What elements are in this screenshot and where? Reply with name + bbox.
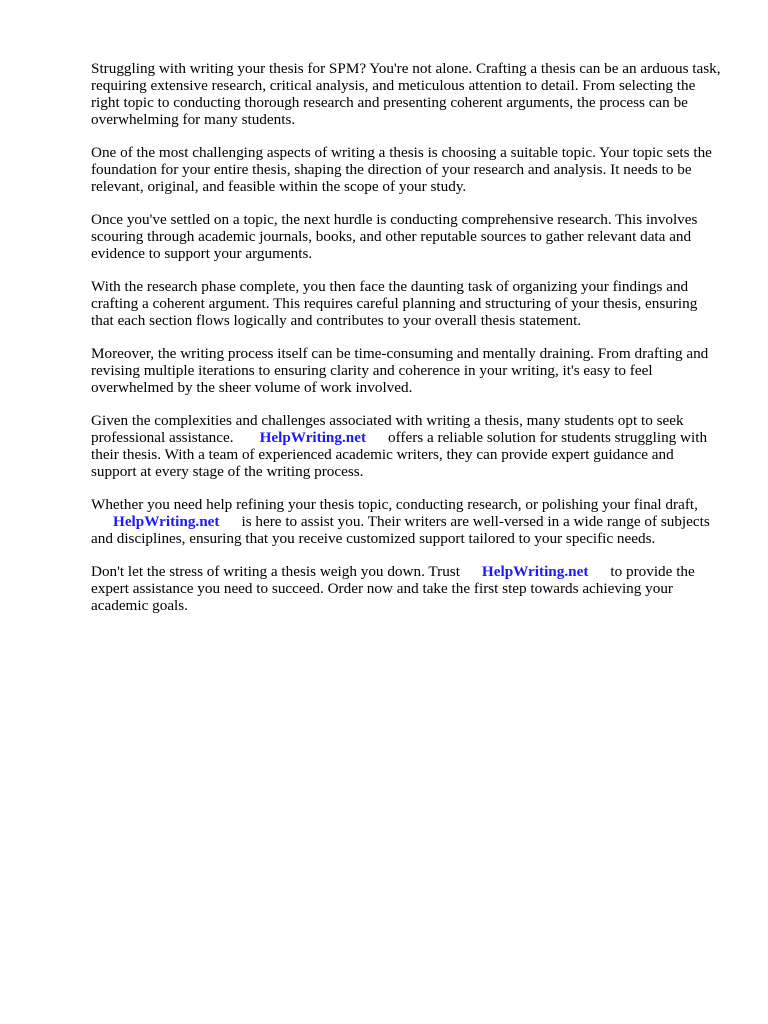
paragraph-topic: One of the most challenging aspects of writing a thesis is choosing a suitable topic. Your topic sets the foundation for your entire thesis, shaping the direction of your research and analysis. It needs to be relevant, original, and feasible within the scope of your study.	[91, 144, 712, 195]
paragraph-assistance-text-after: offers a reliable solution for students struggling with their thesis. With a team of experienced academic writers, they can provide expert guidance and support at every stage of the writing process.	[91, 429, 708, 480]
paragraph-intro: Struggling with writing your thesis for SPM? You're not alone. Crafting a thesis can be an arduous task, requiring extensive research, critical analysis, and meticulous attention to detail. From selecting the right topic to conducting thorough research and presenting coherent arguments, the process can be overwhelming for many students.	[91, 60, 721, 128]
paragraph-help	[91, 496, 721, 547]
helpwriting-link[interactable]: HelpWriting.net	[113, 513, 220, 530]
paragraph-organizing: With the research phase complete, you then face the daunting task of organizing your findings and crafting a coherent argument. This requires careful planning and structuring of your thesis, ensuring that each section flows logically and contributes to your overall thesis statement.	[91, 278, 698, 329]
helpwriting-link[interactable]: HelpWriting.net	[259, 429, 367, 446]
paragraph-writing-process: Moreover, the writing process itself can be time-consuming and mentally draining. From drafting and revising multiple iterations to ensuring clarity and coherence in your writing, it's easy to feel overwhelmed by the sheer volume of work involved.	[91, 345, 709, 396]
paragraph-closing-text-after: to provide the expert assistance you need to succeed. Order now and take the first step towards achieving your academic goals.	[91, 563, 695, 614]
document-page	[91, 60, 721, 630]
paragraph-closing	[91, 563, 721, 614]
paragraph-help-text-after: is here to assist you. Their writers are well-versed in a wide range of subjects and disciplines, ensuring that you receive customized support tailored to your specific needs.	[91, 513, 710, 547]
paragraph-help-text-before: Whether you need help refining your thesis topic, conducting research, or polishing your final draft,	[91, 496, 698, 513]
paragraph-assistance	[91, 412, 721, 480]
paragraph-closing-text-before: Don't let the stress of writing a thesis weigh you down. Trust	[91, 563, 460, 580]
paragraph-assistance-text-before: Given the complexities and challenges associated with writing a thesis, many students opt to seek professional assistance.	[91, 412, 684, 446]
helpwriting-link[interactable]: HelpWriting.net	[481, 563, 589, 580]
paragraph-research: Once you've settled on a topic, the next hurdle is conducting comprehensive research. This involves scouring through academic journals, books, and other reputable sources to gather relevant data and evidence to support your arguments.	[91, 211, 698, 262]
